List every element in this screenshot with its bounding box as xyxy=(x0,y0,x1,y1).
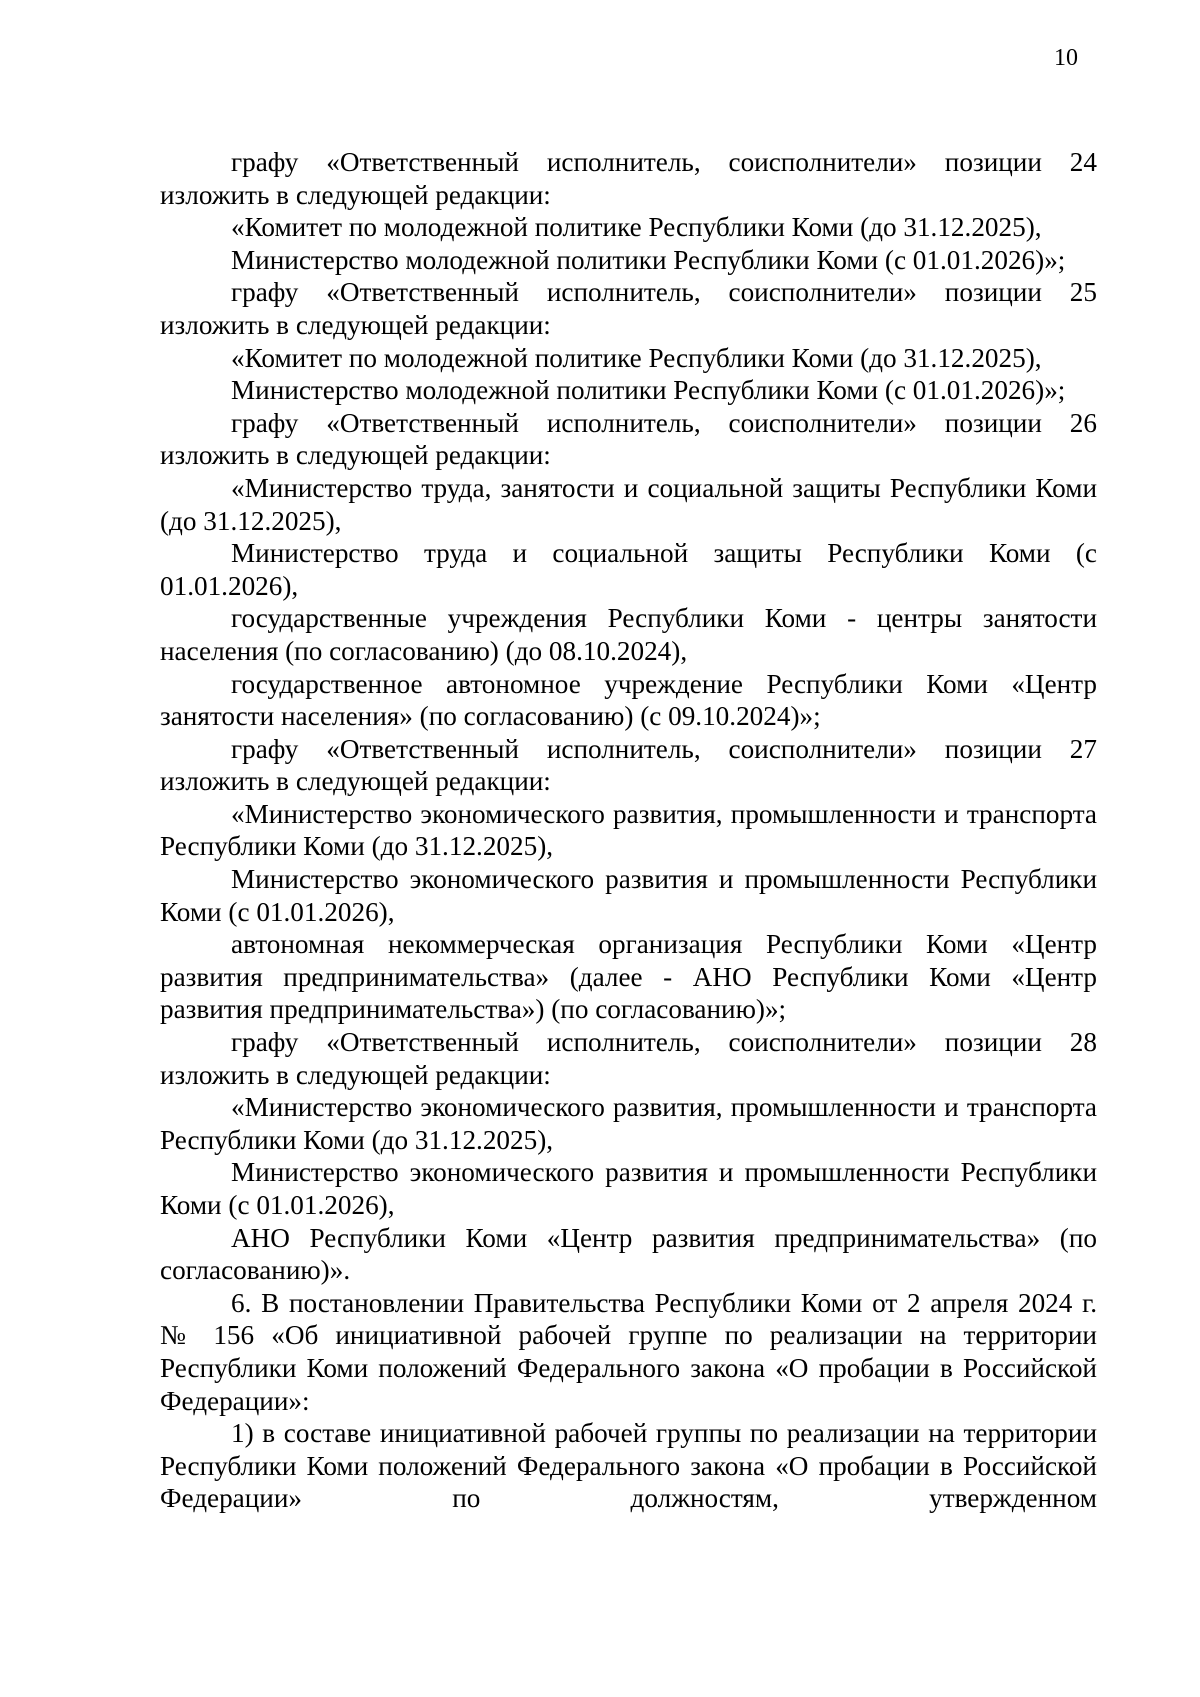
paragraph: Министерство молодежной политики Республики Коми (с 01.01.2026)»; xyxy=(231,375,1066,406)
paragraph: 6. В постановлении Правительства Республики Коми от 2 апреля 2024 г. № 156 «Об инициативной рабочей группе по реализации на территории Республики Коми положений Федерального закона «О пробации в Российской Федерации»: xyxy=(160,1287,1097,1416)
paragraph: государственные учреждения Республики Коми - центры занятости населения (по согласованию) (до 08.10.2024), xyxy=(160,603,1097,666)
paragraph: графу «Ответственный исполнитель, соисполнители» позиции 28 изложить в следующей редакции: xyxy=(160,1027,1097,1090)
paragraph: «Министерство экономического развития, промышленности и транспорта Республики Коми (до 31.12.2025), xyxy=(160,798,1097,862)
paragraph: 1) в составе инициативной рабочей группы по реализации на территории Республики Коми положений Федерального закона «О пробации в Российской Федерации» по должностям, утвержденном xyxy=(160,1418,1097,1514)
paragraph: Министерство молодежной политики Республики Коми (с 01.01.2026)»; xyxy=(231,244,1066,275)
paragraph: автономная некоммерческая организация Республики Коми «Центр развития предпринимательства» (далее - АНО Республики Коми «Центр развития предпринимательства») (по согласованию)»; xyxy=(160,929,1097,1025)
document-body xyxy=(160,146,1097,1515)
paragraph: Министерство труда и социальной защиты Республики Коми (с 01.01.2026), xyxy=(160,538,1097,601)
page-number: 10 xyxy=(1054,45,1078,71)
paragraph: АНО Республики Коми «Центр развития предпринимательства» (по согласованию)». xyxy=(160,1222,1097,1286)
paragraph: «Комитет по молодежной политике Республики Коми (до 31.12.2025), xyxy=(231,342,1042,373)
paragraph: Министерство экономического развития и промышленности Республики Коми (с 01.01.2026), xyxy=(160,1157,1097,1220)
paragraph: графу «Ответственный исполнитель, соисполнители» позиции 25 изложить в следующей редакции: xyxy=(160,277,1097,340)
paragraph: «Комитет по молодежной политике Республики Коми (до 31.12.2025), xyxy=(231,212,1042,243)
paragraph: графу «Ответственный исполнитель, соисполнители» позиции 27 изложить в следующей редакции: xyxy=(160,733,1097,797)
paragraph: Министерство экономического развития и промышленности Республики Коми (с 01.01.2026), xyxy=(160,864,1097,927)
paragraph: государственное автономное учреждение Республики Коми «Центр занятости населения» (по согласованию) (с 09.10.2024)»; xyxy=(160,668,1097,732)
paragraph: «Министерство труда, занятости и социальной защиты Республики Коми (до 31.12.2025), xyxy=(160,472,1097,536)
paragraph: графу «Ответственный исполнитель, соисполнители» позиции 26 изложить в следующей редакции: xyxy=(160,407,1097,471)
paragraph: графу «Ответственный исполнитель, соисполнители» позиции 24 изложить в следующей редакции: xyxy=(160,147,1097,210)
paragraph: «Министерство экономического развития, промышленности и транспорта Республики Коми (до 31.12.2025), xyxy=(160,1092,1097,1155)
